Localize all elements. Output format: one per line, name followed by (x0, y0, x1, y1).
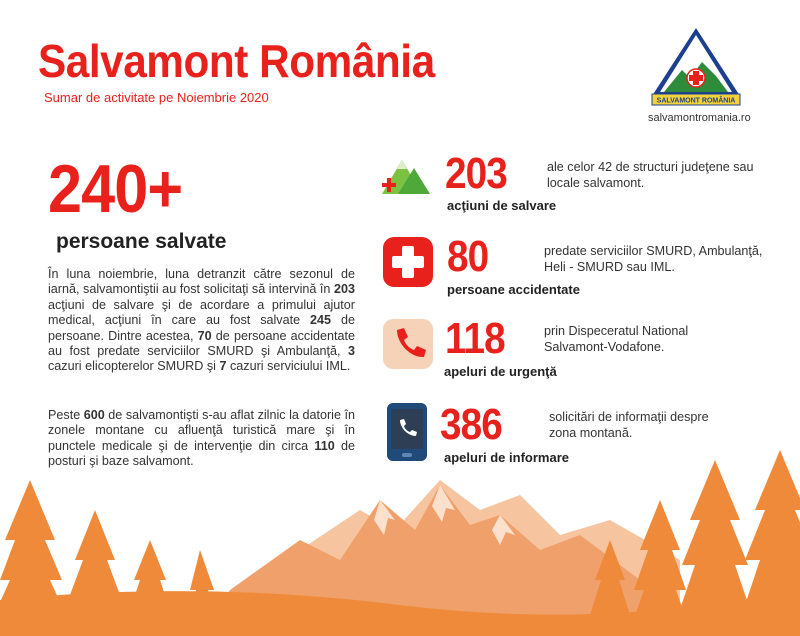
stat-number-injured: 80 (447, 232, 489, 281)
page-title: Salvamont România (38, 35, 435, 87)
summary-paragraph-1 (48, 267, 355, 375)
text-run: de persoane accidentate au fost predate serviciilor SMURD şi Ambulanţă, (48, 328, 356, 359)
bold-figure: 600 (83, 408, 105, 422)
logo-banner-text: SALVAMONT ROMÂNIA (656, 97, 736, 105)
stat-label-info: apeluri de informare (444, 450, 569, 465)
text-run: Peste (48, 408, 84, 422)
mountain-landscape-illustration (0, 440, 800, 636)
saved-count: 240+ (48, 151, 183, 227)
bold-figure: 110 (314, 438, 335, 453)
phone-icon (382, 318, 434, 370)
bold-figure: 203 (333, 282, 355, 297)
saved-label: persoane salvate (56, 230, 227, 253)
stat-desc-info: solicitări de informaţii despre zona montană. (549, 410, 709, 440)
stat-desc-rescues: ale celor 42 de structuri judeţene sau locale salvamont. (547, 160, 754, 190)
stat-number-emergency: 118 (445, 314, 505, 363)
text-run: cazuri elicopterelor SMURD şi (48, 359, 220, 374)
stat-label-rescues: acţiuni de salvare (447, 198, 557, 213)
stat-desc-emergency: prin Dispeceratul National Salvamont-Vodafone. (544, 324, 689, 354)
bold-figure: 3 (347, 344, 355, 359)
stat-number-rescues: 203 (445, 149, 507, 198)
logo-url: salvamontromania.ro (648, 112, 751, 124)
mountain-rescue-icon (380, 152, 432, 204)
text-run: În luna noiembrie, luna detranzit către sezonul de iarnă, salvamontiştii au fost solicitaţi să intervină în (48, 267, 355, 297)
stat-label-emergency: apeluri de urgenţă (444, 364, 557, 379)
text-run: de salvamontişti s-au aflat zilnic la datorie în zonele montane cu afluenţă turistică mare şi în punctele medicale şi de intervenţie din circa (48, 408, 355, 453)
stat-number-info: 386 (440, 400, 502, 449)
text-run: acţiuni de salvare şi de acordare a primului ajutor medical, acţiuni în care au fost salvate (48, 297, 355, 328)
page-subtitle: Sumar de activitate pe Noiembrie 2020 (44, 90, 269, 105)
first-aid-icon (382, 236, 434, 288)
text-run: de persoane. Dintre acestea, (48, 313, 355, 343)
text-run: cazuri serviciului IML. (226, 359, 351, 374)
stat-label-injured: persoane accidentate (447, 282, 580, 297)
bold-figure: 70 (197, 328, 212, 343)
text-run: de posturi şi baze salvamont. (48, 438, 355, 469)
bold-figure: 7 (219, 359, 227, 374)
bold-figure: 245 (310, 313, 332, 328)
mountain-cross-logo-icon (650, 26, 742, 108)
stat-desc-injured: predate serviciilor SMURD, Ambulanţă, Heli - SMURD sau IML. (544, 244, 763, 274)
